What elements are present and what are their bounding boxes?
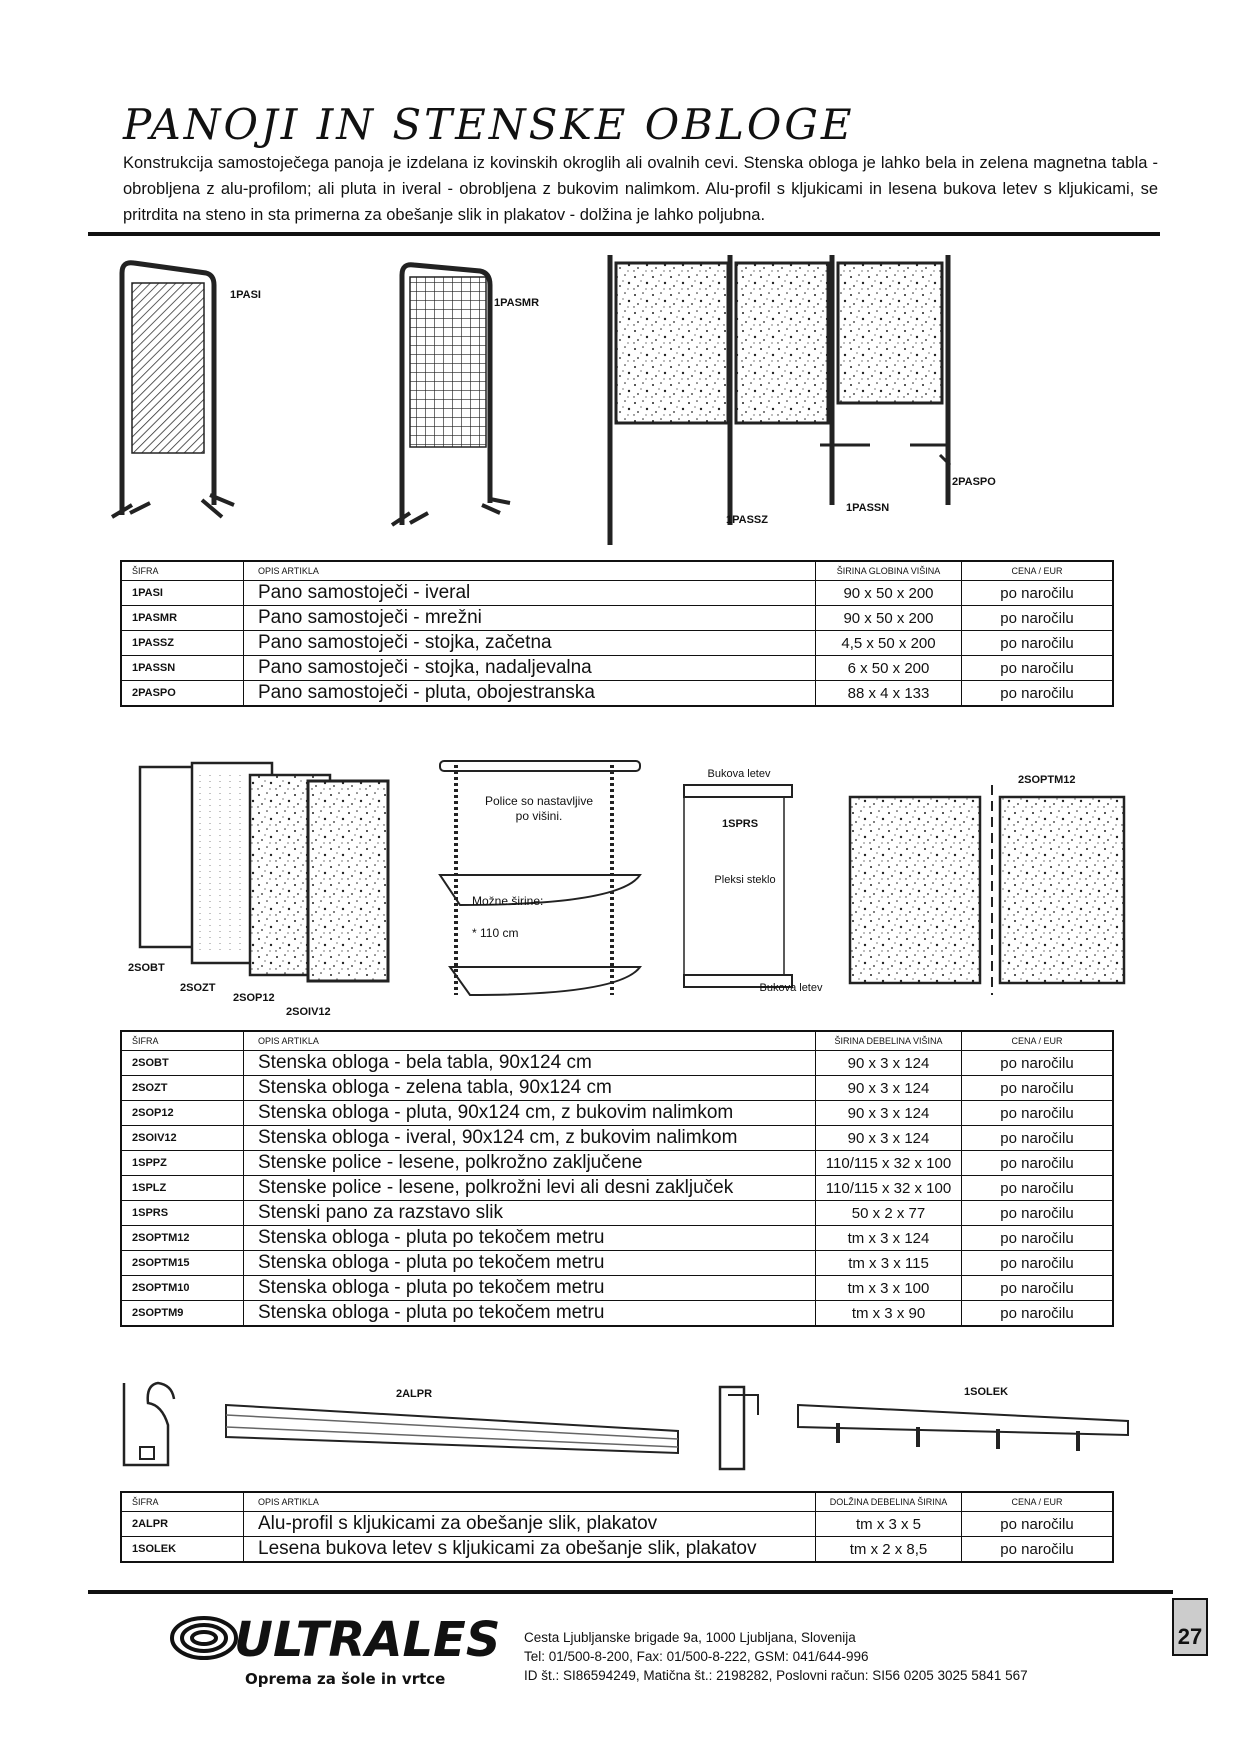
row-price: po naročilu (1000, 584, 1074, 602)
note-police: Police so nastavljive po višini. (484, 794, 594, 823)
label-passn: 1PASSN (846, 502, 890, 514)
table-row (122, 1075, 1112, 1100)
note-sirine-value: * 110 cm (472, 926, 519, 940)
header-desc: OPIS ARTIKLA (244, 562, 816, 580)
logo-swirl-icon (170, 1600, 501, 1690)
header-dims: ŠIRINA DEBELINA VIŠINA (816, 1032, 962, 1050)
header-desc: OPIS ARTIKLA (244, 1493, 816, 1511)
note-sirine-title: Možne širine: (472, 894, 544, 908)
row-price: po naročilu (1000, 634, 1074, 652)
label-pasmr: 1PASMR (494, 297, 540, 309)
row-dims: tm x 3 x 115 (816, 1251, 962, 1275)
table-row (122, 1175, 1112, 1200)
note-bukova-bottom: Bukova letev (759, 982, 823, 994)
table-row (122, 1536, 1112, 1561)
row-code: 2ALPR (122, 1512, 244, 1536)
row-desc: Pano samostoječi - mrežni (244, 606, 816, 630)
table-row (122, 1250, 1112, 1275)
row-dims: 6 x 50 x 200 (816, 656, 962, 680)
row-code: 2SOPTM9 (122, 1301, 244, 1325)
label-soptm12: 2SOPTM12 (1018, 774, 1076, 786)
row-dims: tm x 3 x 90 (816, 1301, 962, 1325)
row-code: 2SOPTM10 (122, 1276, 244, 1300)
table-row (122, 605, 1112, 630)
row-dims: 110/115 x 32 x 100 (816, 1176, 962, 1200)
label-passz: 1PASSZ (726, 514, 768, 526)
row-price: po naročilu (1000, 1540, 1074, 1558)
table-row (122, 680, 1112, 705)
label-solek: 1SOLEK (964, 1386, 1009, 1398)
table-row (122, 630, 1112, 655)
row-dims: tm x 3 x 100 (816, 1276, 962, 1300)
row-desc: Stenska obloga - pluta po tekočem metru (244, 1226, 816, 1250)
header-code: ŠIFRA (122, 562, 244, 580)
row-desc: Stenska obloga - bela tabla, 90x124 cm (244, 1051, 816, 1075)
three-panel-stand (610, 255, 950, 545)
pasmr-stand (392, 265, 510, 525)
label-sprs: 1SPRS (722, 818, 759, 830)
row-desc: Stenska obloga - pluta, 90x124 cm, z bukovim nalimkom (244, 1101, 816, 1125)
row-code: 1SPLZ (122, 1176, 244, 1200)
table-wall-coverings (120, 1030, 1114, 1327)
note-bukova-top: Bukova letev (707, 768, 771, 780)
header-code: ŠIFRA (122, 1032, 244, 1050)
row-code: 1PASI (122, 581, 244, 605)
row-desc: Pano samostoječi - stojka, nadaljevalna (244, 656, 816, 680)
row-price: po naročilu (1000, 659, 1074, 677)
table-header (122, 1493, 1112, 1511)
logo-slogan: Oprema za šole in vrtce (245, 1670, 446, 1688)
ids-line: ID št.: SI86594249, Matična št.: 2198282, Poslovni račun: SI56 0205 3025 5841 567 (524, 1668, 1028, 1683)
label-paspo: 2PASPO (952, 476, 996, 488)
table-row (122, 1125, 1112, 1150)
contact-line: Tel: 01/500-8-200, Fax: 01/500-8-222, GSM: 041/644-996 (524, 1649, 869, 1664)
row-dims: 110/115 x 32 x 100 (816, 1151, 962, 1175)
row-price: po naročilu (1000, 1279, 1074, 1297)
row-code: 1PASMR (122, 606, 244, 630)
header-dims: DOLŽINA DEBELINA ŠIRINA (816, 1493, 962, 1511)
row-code: 2SOZT (122, 1076, 244, 1100)
wall-boards (140, 763, 388, 981)
row-code: 2SOBT (122, 1051, 244, 1075)
header-price: CENA / EUR (1011, 566, 1063, 576)
solek-rail (720, 1387, 1128, 1469)
intro-paragraph: Konstrukcija samostoječega panoja je izdelana iz kovinskih okroglih ali ovalnih cevi. Stenska obloga je lahko bela in zelena magnetna tabla - obrobljena z alu-profilom; ali pluta in iveral - obrobljena z bukovim nalimkom. Alu-profil s kljukicami in lesena bukova letev s kljukicami, se pritrdita na steno in sta primerna za obešanje slik in plakatov - dolžina je lahko poljubna. (123, 154, 1158, 224)
row-desc: Stenske police - lesene, polkrožni levi ali desni zaključek (244, 1176, 816, 1200)
label-alpr: 2ALPR (396, 1388, 433, 1400)
row-desc: Pano samostoječi - pluta, obojestranska (244, 681, 816, 705)
table-header (122, 562, 1112, 580)
label-soiv12: 2SOIV12 (286, 1006, 331, 1018)
row-code: 2SOIV12 (122, 1126, 244, 1150)
row-price: po naročilu (1000, 684, 1074, 702)
table-row (122, 580, 1112, 605)
row-dims: 88 x 4 x 133 (816, 681, 962, 705)
row-code: 1PASSN (122, 656, 244, 680)
row-desc: Pano samostoječi - stojka, začetna (244, 631, 816, 655)
label-sobt: 2SOBT (128, 962, 165, 974)
label-pasi: 1PASI (230, 289, 261, 301)
row-code: 2PASPO (122, 681, 244, 705)
table-hanging-rails (120, 1491, 1114, 1563)
row-price: po naročilu (1000, 1254, 1074, 1272)
table-row (122, 655, 1112, 680)
row-dims: 4,5 x 50 x 200 (816, 631, 962, 655)
label-sop12: 2SOP12 (233, 992, 275, 1004)
ultrales-logo (170, 1600, 501, 1695)
row-dims: tm x 2 x 8,5 (816, 1537, 962, 1561)
row-dims: 90 x 50 x 200 (816, 606, 962, 630)
row-desc: Stenska obloga - zelena tabla, 90x124 cm (244, 1076, 816, 1100)
row-code: 1PASSZ (122, 631, 244, 655)
row-dims: 90 x 3 x 124 (816, 1101, 962, 1125)
soptm12-board (850, 785, 1124, 995)
row-dims: 90 x 3 x 124 (816, 1076, 962, 1100)
row-desc: Stenska obloga - iveral, 90x124 cm, z bukovim nalimkom (244, 1126, 816, 1150)
row-price: po naročilu (1000, 1104, 1074, 1122)
page-title: PANOJI IN STENSKE OBLOGE (123, 100, 855, 149)
row-desc: Stenska obloga - pluta po tekočem metru (244, 1301, 816, 1325)
header-price: CENA / EUR (1011, 1036, 1063, 1046)
row-desc: Alu-profil s kljukicami za obešanje slik, plakatov (244, 1512, 816, 1536)
header-desc: OPIS ARTIKLA (244, 1032, 816, 1050)
table-row (122, 1511, 1112, 1536)
row-dims: 90 x 3 x 124 (816, 1126, 962, 1150)
footer-rule (88, 1590, 1173, 1594)
row-dims: tm x 3 x 5 (816, 1512, 962, 1536)
row-desc: Lesena bukova letev s kljukicami za obešanje slik, plakatov (244, 1537, 816, 1561)
freestanding-panels-illustration (110, 255, 1150, 555)
row-price: po naročilu (1000, 1154, 1074, 1172)
row-dims: 50 x 2 x 77 (816, 1201, 962, 1225)
table-row (122, 1275, 1112, 1300)
table-row (122, 1300, 1112, 1325)
row-desc: Stenski pano za razstavo slik (244, 1201, 816, 1225)
table-row (122, 1225, 1112, 1250)
table-row (122, 1200, 1112, 1225)
row-price: po naročilu (1000, 1229, 1074, 1247)
row-price: po naročilu (1000, 1304, 1074, 1322)
footer-address (524, 1628, 1028, 1685)
row-code: 2SOP12 (122, 1101, 244, 1125)
header-code: ŠIFRA (122, 1493, 244, 1511)
table-row (122, 1100, 1112, 1125)
row-price: po naročilu (1000, 1204, 1074, 1222)
row-code: 1SPPZ (122, 1151, 244, 1175)
label-sozt: 2SOZT (180, 982, 216, 994)
table-header (122, 1032, 1112, 1050)
row-code: 1SPRS (122, 1201, 244, 1225)
row-desc: Stenska obloga - pluta po tekočem metru (244, 1276, 816, 1300)
logo-brand: ULTRALES (234, 1612, 501, 1668)
row-dims: 90 x 50 x 200 (816, 581, 962, 605)
row-price: po naročilu (1000, 1054, 1074, 1072)
header-dims: ŠIRINA GLOBINA VIŠINA (816, 562, 962, 580)
row-price: po naročilu (1000, 1129, 1074, 1147)
row-dims: 90 x 3 x 124 (816, 1051, 962, 1075)
row-desc: Pano samostoječi - iveral (244, 581, 816, 605)
title-rule (88, 232, 1160, 236)
address-line: Cesta Ljubljanske brigade 9a, 1000 Ljubljana, Slovenija (524, 1630, 856, 1645)
header-price: CENA / EUR (1011, 1497, 1063, 1507)
row-desc: Stenske police - lesene, polkrožno zaključene (244, 1151, 816, 1175)
row-price: po naročilu (1000, 1179, 1074, 1197)
row-price: po naročilu (1000, 1515, 1074, 1533)
table-freestanding-panels (120, 560, 1114, 707)
wall-panels-illustration (130, 755, 1130, 1015)
row-dims: tm x 3 x 124 (816, 1226, 962, 1250)
row-code: 1SOLEK (122, 1537, 244, 1561)
note-pleksi: Pleksi steklo (714, 874, 776, 886)
row-price: po naročilu (1000, 1079, 1074, 1097)
pasi-stand (112, 263, 234, 517)
row-desc: Stenska obloga - pluta po tekočem metru (244, 1251, 816, 1275)
row-price: po naročilu (1000, 609, 1074, 627)
table-row (122, 1150, 1112, 1175)
page-number: 27 (1172, 1598, 1208, 1656)
row-code: 2SOPTM12 (122, 1226, 244, 1250)
row-code: 2SOPTM15 (122, 1251, 244, 1275)
table-row (122, 1050, 1112, 1075)
